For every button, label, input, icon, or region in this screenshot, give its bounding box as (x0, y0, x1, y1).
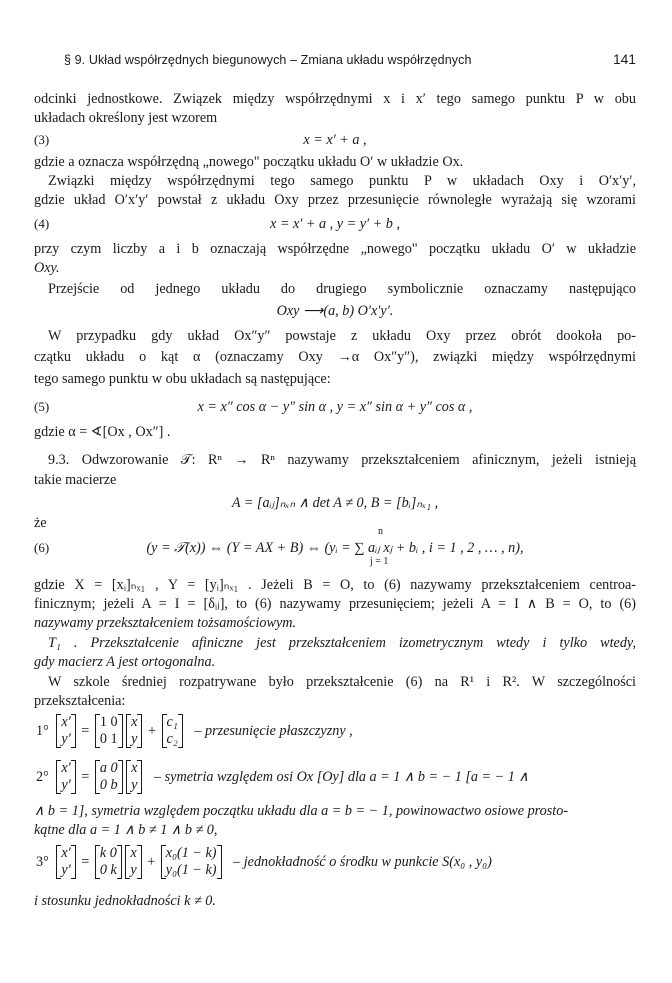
transform-translation: 1° x′ y′ = 1 0 0 1 x y + c₁ c₂ – przesunięcie płaszczyzny , (36, 714, 353, 747)
input-vector: x y (126, 760, 142, 794)
text-line: układach określony jest wzorem (34, 110, 218, 126)
book-page: § 9. Układ współrzędnych biegunowych – Zmiana układu współrzędnych 141 odcinki jednostkowe. Związek między współrzędnymi x i x′ tego samego punktu P w obu układach określony jest wzorem (3) x = x′ + a , gdzie a oznacza współrzędną „nowego" początku układu O′ w układzie Ox. Związki między współrzędnymi tego samego punktu P w układach Oxy i O′x′y′, gdzie układ O′x′y′ powstał z układu Oxy przez przesunięcie równoległe wyrażają się wzorami (4) x = x′ + a , y = y′ + b , przy czym liczby a i b oznaczają współrzędne „nowego" początku układu O′ w układzie Oxy. Przejście od jednego układu do drugiego symbolicznie oznaczamy następująco Oxy ⟶(a, b) O′x′y′. W przypadku gdy układ Ox″y″ powstaje z układu Oxy przez obrót dookoła po- czątku układu o kąt α (oznaczamy Oxy →α Ox″y″), związki między współrzędnymi tego samego punktu w obu układach są następujące: (5) x = x″ cos α − y″ sin α , y = x″ sin α + y″ cos α , gdzie α = ∢[Ox , Ox″] . 9.3. Odwzorowanie 𝒯: Rⁿ → Rⁿ nazywamy przekształceniem afinicznym, jeżeli istnieją takie macierze A = [aᵢⱼ]ₙₓₙ ∧ det A ≠ 0, B = [bᵢ]ₙₓ₁ , że n (6) (y = 𝒯(x)) ⇔ (Y = AX + B) ⇔ (yᵢ = ∑ aᵢⱼ xⱼ + bᵢ , i = 1 , 2 , … , n), j = 1 gdzie X = [xᵢ]ₙₓ₁ , Y = [yᵢ]ₙₓ₁ . Jeżeli B = O, to (6) nazywamy przekształceniem centroa- finicznym; jeżeli A = I = [δᵢⱼ], to (6) nazywamy przesunięciem; jeżeli A = I ∧ B = O, to (6) nazywamy przekształceniem tożsamościowym. T₁ . Przekształcenie afiniczne jest przekształceniem izometrycznym wtedy i tylko wtedy, gdy macierz A jest ortogonalna. W szkole średniej rozpatrywane było przekształcenie (6) na R¹ i R². W szczególności przekształcenia: 1° x′ y′ = 1 0 0 1 x y + c₁ c₂ – przesunięcie płaszczyzny , 2° x′ y′ = a 0 0 b x y – symetria względem osi Ox [Oy] dla a = 1 ∧ b = − 1 [a = − 1 ∧ ∧ b = 1], symetria względem początku układu dla a = b = − 1, powinowactwo osiowe prosto- kątne dla a = 1 ∧ b ≠ 1 ∧ b ≠ 0, 3° x′ y′ = k 0 0 k x y + x₀(1 − k) y₀(1 − k) – jednokładność o środku w punkcie S(x₀ , y₀) i stosunku jednokładności k ≠ 0. (34, 52, 636, 909)
transform-matrix: k 0 0 k (95, 845, 122, 879)
equation-number: (5) (34, 399, 50, 414)
input-vector: x y (125, 845, 141, 879)
text-line: gdzie α = ∢[Ox , Ox″] . (34, 424, 171, 440)
text-line: Związki między współrzędnymi tego samego punktu P w układach Oxy i O′x′y′, (48, 173, 636, 189)
text-line: gdy macierz A jest ortogonalna. (34, 654, 216, 670)
section-9-3: 9.3. Odwzorowanie 𝒯: Rⁿ → Rⁿ nazywamy przekształceniem afinicznym, jeżeli istnieją (48, 452, 636, 468)
running-title: § 9. Układ współrzędnych biegunowych – Zmiana układu współrzędnych (64, 53, 472, 67)
equation-number: (6) (34, 540, 50, 555)
text-line: przy czym liczby a i b oznaczają współrzędne „nowego" początku układu O′ w układzie (34, 241, 636, 257)
text-line: ∧ b = 1], symetria względem początku układu dla a = b = − 1, powinowactwo osiowe prosto- (34, 803, 569, 819)
text-line: i stosunku jednokładności k ≠ 0. (34, 893, 216, 909)
lhs-vector: x′ y′ (56, 845, 75, 879)
shift-vector: x₀(1 − k) y₀(1 − k) (161, 845, 222, 879)
equation-body: x = x′ + a , y = y′ + b , (270, 216, 400, 232)
running-header (34, 51, 636, 69)
transform-description: – symetria względem osi Ox [Oy] dla a = 1 ∧ b = − 1 [a = − 1 ∧ (153, 768, 529, 785)
text-line: finicznym; jeżeli A = I = [δᵢⱼ], to (6) nazywamy przesunięciem; jeżeli A = I ∧ B = O, to (6) (34, 596, 636, 612)
text-line: gdzie a oznacza współrzędną „nowego" początku układu O′ w układzie Ox. (34, 154, 464, 170)
text-line: odcinki jednostkowe. Związek między współrzędnymi x i x′ tego samego punktu P w obu (34, 91, 636, 107)
text-line: czątku układu o kąt α (oznaczamy Oxy →α Ox″y″), związki między współrzędnymi (34, 349, 636, 365)
lhs-vector: x′ y′ (56, 714, 75, 748)
text-line: takie macierze (34, 472, 117, 488)
equation-body: x = x′ + a , (303, 132, 367, 148)
text-line: że (34, 515, 47, 531)
theorem-t1: T₁ . Przekształcenie afiniczne jest przekształceniem izometrycznym wtedy i tylko wtedy, (48, 635, 636, 651)
text-line: Oxy. (34, 260, 60, 276)
transform-description: – przesunięcie płaszczyzny , (194, 722, 353, 739)
text-line: gdzie układ O′x′y′ powstał z układu Oxy przez przesunięcie równoległe wyrażają się wzorami (34, 192, 636, 208)
matrix-definition: A = [aᵢⱼ]ₙₓₙ ∧ det A ≠ 0, B = [bᵢ]ₙₓ₁ , (231, 495, 439, 511)
transform-homothety: 3° x′ y′ = k 0 0 k x y + x₀(1 − k) y₀(1 − k) – jednokładność o środku w punkcie S(x₀ , y₀) (36, 845, 492, 878)
equation-body: (y = 𝒯(x)) ⇔ (Y = AX + B) ⇔ (yᵢ = ∑ aᵢⱼ xⱼ + bᵢ , i = 1 , 2 , … , n), (146, 540, 524, 556)
equation-number: (4) (34, 216, 50, 231)
text-line: gdzie X = [xᵢ]ₙₓ₁ , Y = [yᵢ]ₙₓ₁ . Jeżeli B = O, to (6) nazywamy przekształceniem centroa- (34, 577, 636, 593)
text-line: tego samego punktu w obu układach są następujące: (34, 371, 331, 387)
page-number: 141 (613, 52, 636, 67)
symbolic-transition: Oxy ⟶(a, b) O′x′y′. (276, 303, 394, 319)
equation-number: (3) (34, 132, 50, 147)
text-line: Przejście od jednego układu do drugiego symbolicznie oznaczamy następująco (48, 281, 636, 297)
input-vector: x y (126, 714, 142, 748)
lhs-vector: x′ y′ (56, 760, 75, 794)
text-line: przekształcenia: (34, 693, 126, 709)
text-line: kątne dla a = 1 ∧ b ≠ 1 ∧ b ≠ 0, (34, 822, 218, 838)
text-line: W przypadku gdy układ Ox″y″ powstaje z układu Oxy przez obrót dookoła po- (48, 328, 636, 344)
shift-vector: c₁ c₂ (162, 714, 183, 748)
transform-symmetry: 2° x′ y′ = a 0 0 b x y – symetria względem osi Ox [Oy] dla a = 1 ∧ b = − 1 [a = − 1 ∧ (36, 760, 529, 793)
transform-matrix: a 0 0 b (95, 760, 123, 794)
text-line: W szkole średniej rozpatrywane było przekształcenie (6) na R¹ i R². W szczególności (48, 674, 636, 690)
text-line: nazywamy przekształceniem tożsamościowym. (34, 615, 297, 631)
equation-body: x = x″ cos α − y″ sin α , y = x″ sin α + y″ cos α , (197, 399, 473, 415)
transform-matrix: 1 0 0 1 (95, 714, 123, 748)
transform-description: – jednokładność o środku w punkcie S(x₀ , y₀) (233, 853, 492, 870)
